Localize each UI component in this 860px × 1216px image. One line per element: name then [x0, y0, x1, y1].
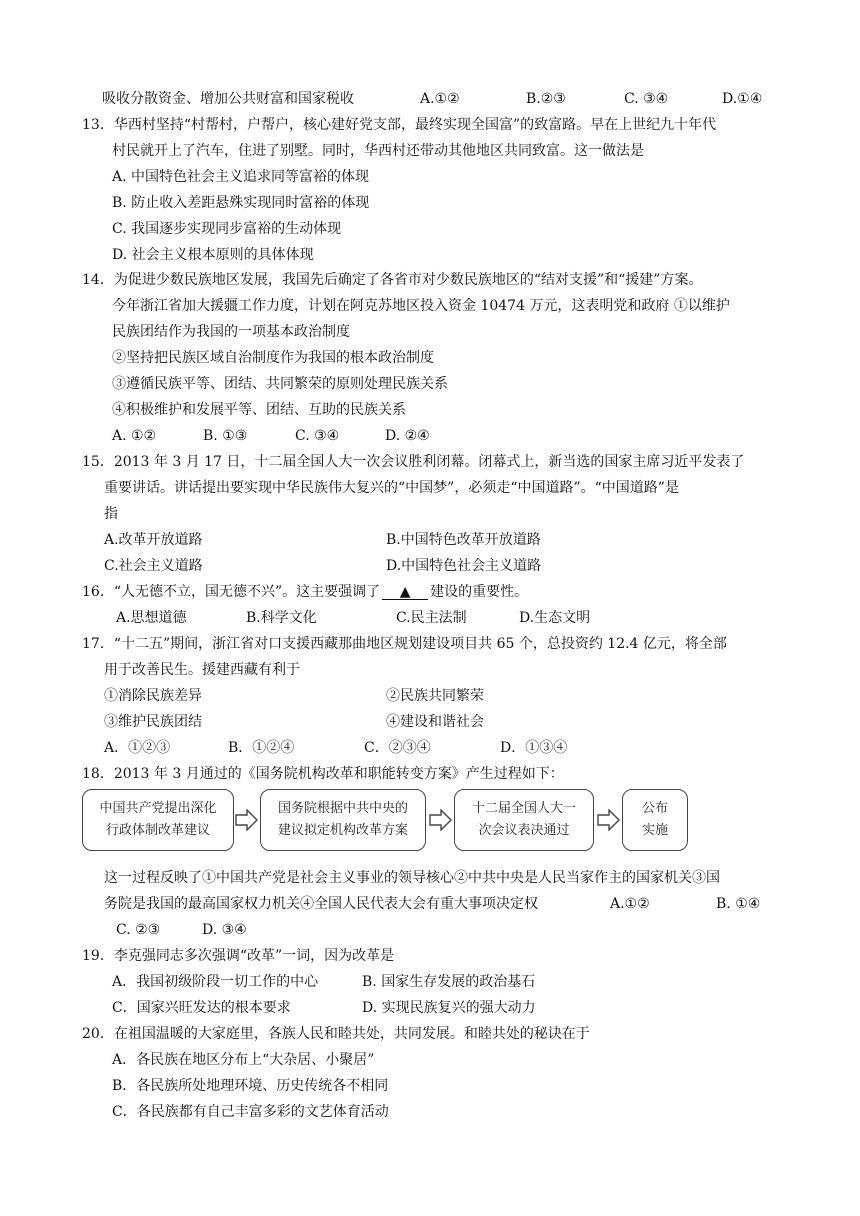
q17-item-4: ④建设和谐社会	[386, 714, 484, 730]
right-arrow-icon	[428, 809, 452, 831]
q15-option-row-2	[0, 557, 860, 575]
q17-item-2: ②民族共同繁荣	[386, 688, 484, 704]
q18-stem-end: 务院是我国的最高国家权力机关④全国人民代表大会有重大事项决定权	[104, 896, 538, 912]
q14-statement-4: ④积极维护和发展平等、团结、互助的民族关系	[112, 402, 406, 418]
q16-stem	[82, 583, 528, 601]
q14-statement-2: ②坚持把民族区域自治制度作为我国的根本政治制度	[112, 350, 434, 366]
flow-step-3-line-1: 十二届全国人大一	[471, 801, 576, 816]
flow-step-4-line-1: 公布	[641, 801, 668, 816]
q19-option-row-2	[0, 999, 860, 1017]
q14-stem-cont: 今年浙江省加大援疆工作力度，计划在阿克苏地区投入资金 10474 万元，这表明党和政府 ①以维护	[112, 298, 730, 314]
q16-option-c: C.民主法制	[396, 610, 467, 626]
q14-option-d: D. ②④	[385, 428, 430, 444]
q18-option-d: D. ③④	[202, 922, 247, 938]
q16-option-d: D.生态文明	[519, 610, 591, 626]
q19-option-a: A．我国初级阶段一切工作的中心	[112, 974, 319, 990]
q18-option-c: C. ②③	[116, 922, 161, 938]
q12-stem-tail: 吸收分散资金、增加公共财富和国家税收	[102, 91, 354, 107]
q18-option-b: B. ①④	[716, 896, 761, 912]
q12-option-c: C. ③④	[624, 91, 669, 107]
q16-stem-pre: 16．“人无德不立，国无德不兴”。这主要强调了	[82, 584, 381, 600]
q13-option-b: B. 防止收入差距悬殊实现同时富裕的体现	[112, 195, 370, 211]
q20-option-b: B．各民族所处地理环境、历史传统各不相同	[112, 1078, 389, 1094]
flow-step-3-line-2: 次会议表决通过	[478, 823, 570, 838]
right-arrow-icon	[234, 809, 258, 831]
q13-stem: 13．华西村坚持“村帮村，户帮户，核心建好党支部，最终实现全国富”的致富路。早在上世纪九十年代	[82, 117, 717, 133]
q16-option-a: A.思想道德	[116, 610, 187, 626]
q14-option-a: A. ①②	[112, 428, 157, 444]
q13-stem-cont: 村民就开上了汽车，住进了别墅。同时，华西村还带动其他地区共同致富。这一做法是	[112, 143, 644, 159]
q19-stem: 19．李克强同志多次强调“改革”一词，因为改革是	[82, 948, 395, 964]
q15-option-d: D.中国特色社会主义道路	[386, 558, 542, 574]
q15-option-c: C.社会主义道路	[104, 558, 203, 574]
q17-option-row	[0, 739, 860, 757]
q18-line-3	[0, 895, 860, 913]
flow-step-2	[260, 789, 426, 851]
q20-option-a: A．各民族在地区分布上“大杂居、小聚居”	[112, 1052, 375, 1068]
q17-option-c: C．②③④	[364, 740, 431, 756]
flow-step-1-line-2: 行政体制改革建议	[105, 823, 210, 838]
q15-stem-cont: 重要讲话。讲话提出要实现中华民族伟大复兴的“中国梦”，必须走“中国道路”。“中国道路”是	[104, 480, 679, 496]
q17-stem-cont: 用于改善民生。援建西藏有利于	[104, 662, 300, 678]
q17-items-row-1	[0, 687, 860, 705]
q15-option-row-1	[0, 531, 860, 549]
q17-stem: 17．“十二五”期间，浙江省对口支援西藏那曲地区规划建设项目共 65 个，总投资约 12.4 亿元，将全部	[82, 636, 727, 652]
process-flowchart	[82, 789, 788, 853]
q16-option-b: B.科学文化	[246, 610, 317, 626]
q16-stem-post: 建设的重要性。	[430, 584, 529, 600]
q14-stem: 14．为促进少数民族地区发展，我国先后确定了各省市对少数民族地区的“结对支援”和“援建”方案。	[82, 272, 703, 288]
q20-stem: 20．在祖国温暖的大家庭里，各族人民和睦共处，共同发展。和睦共处的秘诀在于	[82, 1026, 590, 1042]
q16-option-row	[0, 609, 860, 627]
q13-option-c: C. 我国逐步实现同步富裕的生动体现	[112, 221, 342, 237]
q18-stem-cont: 这一过程反映了①中国共产党是社会主义事业的领导核心②中共中央是人民当家作主的国家机关③国	[104, 870, 720, 886]
q12-option-row	[0, 90, 860, 108]
q19-option-b: B. 国家生存发展的政治基石	[362, 974, 536, 990]
flow-step-3	[454, 789, 594, 851]
q12-option-b: B.②③	[526, 91, 566, 107]
q17-item-3: ③维护民族团结	[104, 714, 202, 730]
q17-option-a: A．①②③	[104, 740, 171, 756]
q17-item-1: ①消除民族差异	[104, 688, 202, 704]
q14-option-b: B. ①③	[203, 428, 248, 444]
q12-option-d: D.①④	[722, 91, 763, 107]
flow-step-2-line-2: 建议拟定机构改革方案	[277, 823, 408, 838]
q17-option-d: D．①③④	[500, 740, 568, 756]
q13-option-d: D. 社会主义根本原则的具体体现	[112, 247, 314, 263]
q14-statement-1: 民族团结作为我国的一项基本政治制度	[112, 324, 350, 340]
flow-step-1	[82, 789, 234, 851]
flow-step-4-line-2: 实施	[641, 823, 668, 838]
q18-option-row	[0, 921, 860, 939]
q20-option-c: C．各民族都有自己丰富多彩的文艺体育活动	[112, 1104, 389, 1120]
q17-option-b: B．①②④	[228, 740, 295, 756]
q14-statement-3: ③遵循民族平等、团结、共同繁荣的原则处理民族关系	[112, 376, 448, 392]
q15-option-b: B.中国特色改革开放道路	[386, 532, 541, 548]
q13-option-a: A. 中国特色社会主义追求同等富裕的体现	[112, 169, 370, 185]
q14-option-c: C. ③④	[295, 428, 340, 444]
q19-option-d: D. 实现民族复兴的强大动力	[362, 1000, 536, 1016]
answer-blank: ▲	[382, 585, 428, 600]
q15-stem: 15．2013 年 3 月 17 日，十二届全国人大一次会议胜利闭幕。闭幕式上，新当选的国家主席习近平发表了	[82, 454, 745, 470]
q18-stem: 18．2013 年 3 月通过的《国务院机构改革和职能转变方案》产生过程如下：	[82, 766, 564, 782]
q18-option-a: A.①②	[610, 896, 650, 912]
q12-option-a: A.①②	[420, 91, 460, 107]
q17-items-row-2	[0, 713, 860, 731]
flow-step-4	[622, 789, 688, 851]
q15-option-a: A.改革开放道路	[104, 532, 203, 548]
q19-option-c: C．国家兴旺发达的根本要求	[112, 1000, 291, 1016]
q14-option-row	[0, 427, 860, 445]
right-arrow-icon	[596, 809, 620, 831]
flow-step-1-line-1: 中国共产党提出深化	[99, 801, 217, 816]
q15-stem-end: 指	[104, 506, 118, 522]
q19-option-row-1	[0, 973, 860, 991]
flow-step-2-line-1: 国务院根据中共中央的	[277, 801, 408, 816]
